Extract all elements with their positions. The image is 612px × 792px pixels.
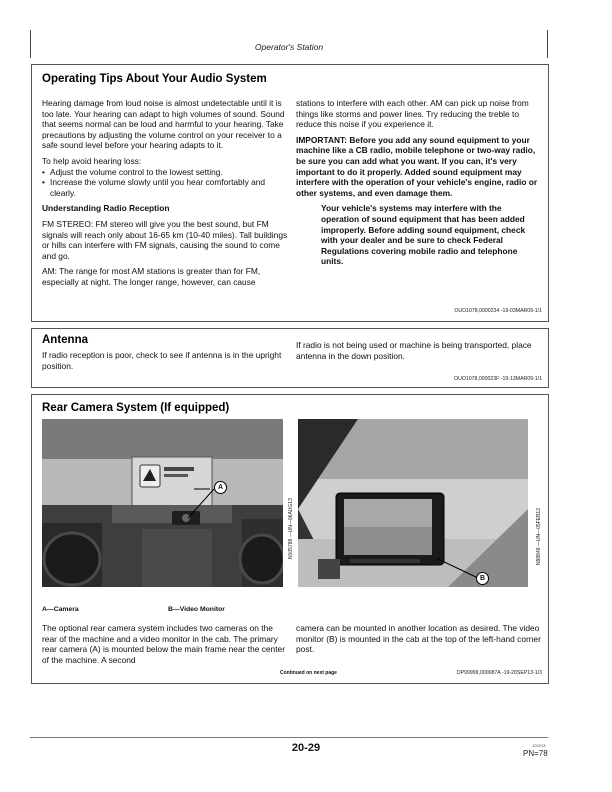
avoid-hearing-loss-intro: To help avoid hearing loss:: [42, 155, 142, 166]
page-header: [30, 30, 548, 58]
important-text: Before you add any sound equipment to your machine like a CB radio, mobile telephone or two-way radio, be sure you can add what you want. If you can, it's very important to do it properly. Added sound equipment may interfere with the operation of your vehicle's engine, radio or other systems, and even damage them.: [296, 134, 538, 198]
cab-monitor-illustration: [298, 419, 528, 587]
footer-code: 102213: [532, 743, 546, 748]
audio-left-column: [42, 98, 288, 293]
photo-b-code: N98849 —UN—05FEB12: [536, 508, 542, 565]
audio-tips-section: [31, 64, 549, 322]
hearing-damage-paragraph: Hearing damage from loud noise is almost undetectable until it is too late. Your hearing can adapt to high volumes of sound. Sound that seems normal can be loud and harmful to your hearing. Take precautions by adjusting the volume control on your receiver to a safe sound level before your hearing adapts to it.: [42, 98, 285, 151]
continued-note: Continued on next page: [280, 670, 337, 676]
reference-code: OUO1078,0000234 -19-03MAR09-1/1: [454, 308, 542, 314]
important-label: IMPORTANT:: [296, 134, 348, 145]
footer-rule: [30, 737, 548, 738]
video-monitor-photo: [298, 419, 528, 587]
reference-code: DP99999,000087A -19-20SEP13-1/3: [456, 670, 542, 676]
bullet-item: • Adjust the volume control to the lowest setting.: [42, 166, 223, 177]
important-notice: [296, 135, 542, 199]
section-header-title: Operator's Station: [254, 42, 324, 52]
audio-right-column: [296, 98, 542, 272]
rear-camera-title: Rear Camera System (If equipped): [42, 402, 230, 414]
caption-a: A—Camera: [42, 606, 79, 613]
callout-a: A: [214, 481, 227, 494]
pn-number: PN=78: [523, 749, 548, 758]
callout-a-pointer: [42, 419, 283, 587]
am-continued-paragraph: stations to interfere with each other. AM can pick up noise from things like storms and power lines. Try reducing the treble to reduce this noise if you experience it.: [296, 98, 529, 130]
antenna-right-text: If radio is not being used or machine is being transported, place antenna in the down position.: [296, 340, 532, 361]
antenna-section: [31, 328, 549, 388]
fm-paragraph: FM STEREO: FM stereo will give you the best sound, but FM signals will reach only about 16-65 km (10-40 miles). Tall buildings or hills can interfere with FM signals, causing the sound to come and go.: [42, 218, 288, 261]
reference-code: OUO1078,000023F -19-13MAR09-1/1: [454, 376, 542, 382]
antenna-title: Antenna: [42, 334, 88, 346]
audio-tips-title: Operating Tips About Your Audio System: [42, 73, 267, 85]
rear-camera-photo: [42, 419, 283, 587]
photo-a-code: N105788 —UN—06AUG13: [288, 498, 294, 559]
rear-camera-section: [31, 394, 549, 684]
caption-b: B—Video Monitor: [168, 606, 225, 613]
camera-left-text: The optional rear camera system includes two cameras on the rear of the machine and a video monitor in the cab. The primary rear camera (A) is mounted below the main frame near the center of the machine. A second: [42, 623, 285, 665]
antenna-left-text: If radio reception is poor, check to see if antenna is in the upright position.: [42, 350, 282, 371]
page-number: 20-29: [291, 742, 321, 754]
am-paragraph: AM: The range for most AM stations is greater than for FM, especially at night. The longer range, however, can cause: [42, 266, 261, 287]
radio-reception-subhead: Understanding Radio Reception: [42, 203, 170, 214]
camera-right-text: camera can be mounted in another location as desired. The video monitor (B) is mounted in the cab at the top of the left-hand corner post.: [296, 623, 541, 655]
bullet-item: • Increase the volume slowly until you hear comfortably and clearly.: [42, 177, 266, 198]
important-text-2: Your vehicle's systems may interfere with the operation of sound equipment that has been added improperly. Before adding sound equipment, check with your dealer and be sure to check Federal Regulations covering mobile radio and telephone units.: [321, 203, 526, 267]
callout-b: B: [476, 572, 489, 585]
